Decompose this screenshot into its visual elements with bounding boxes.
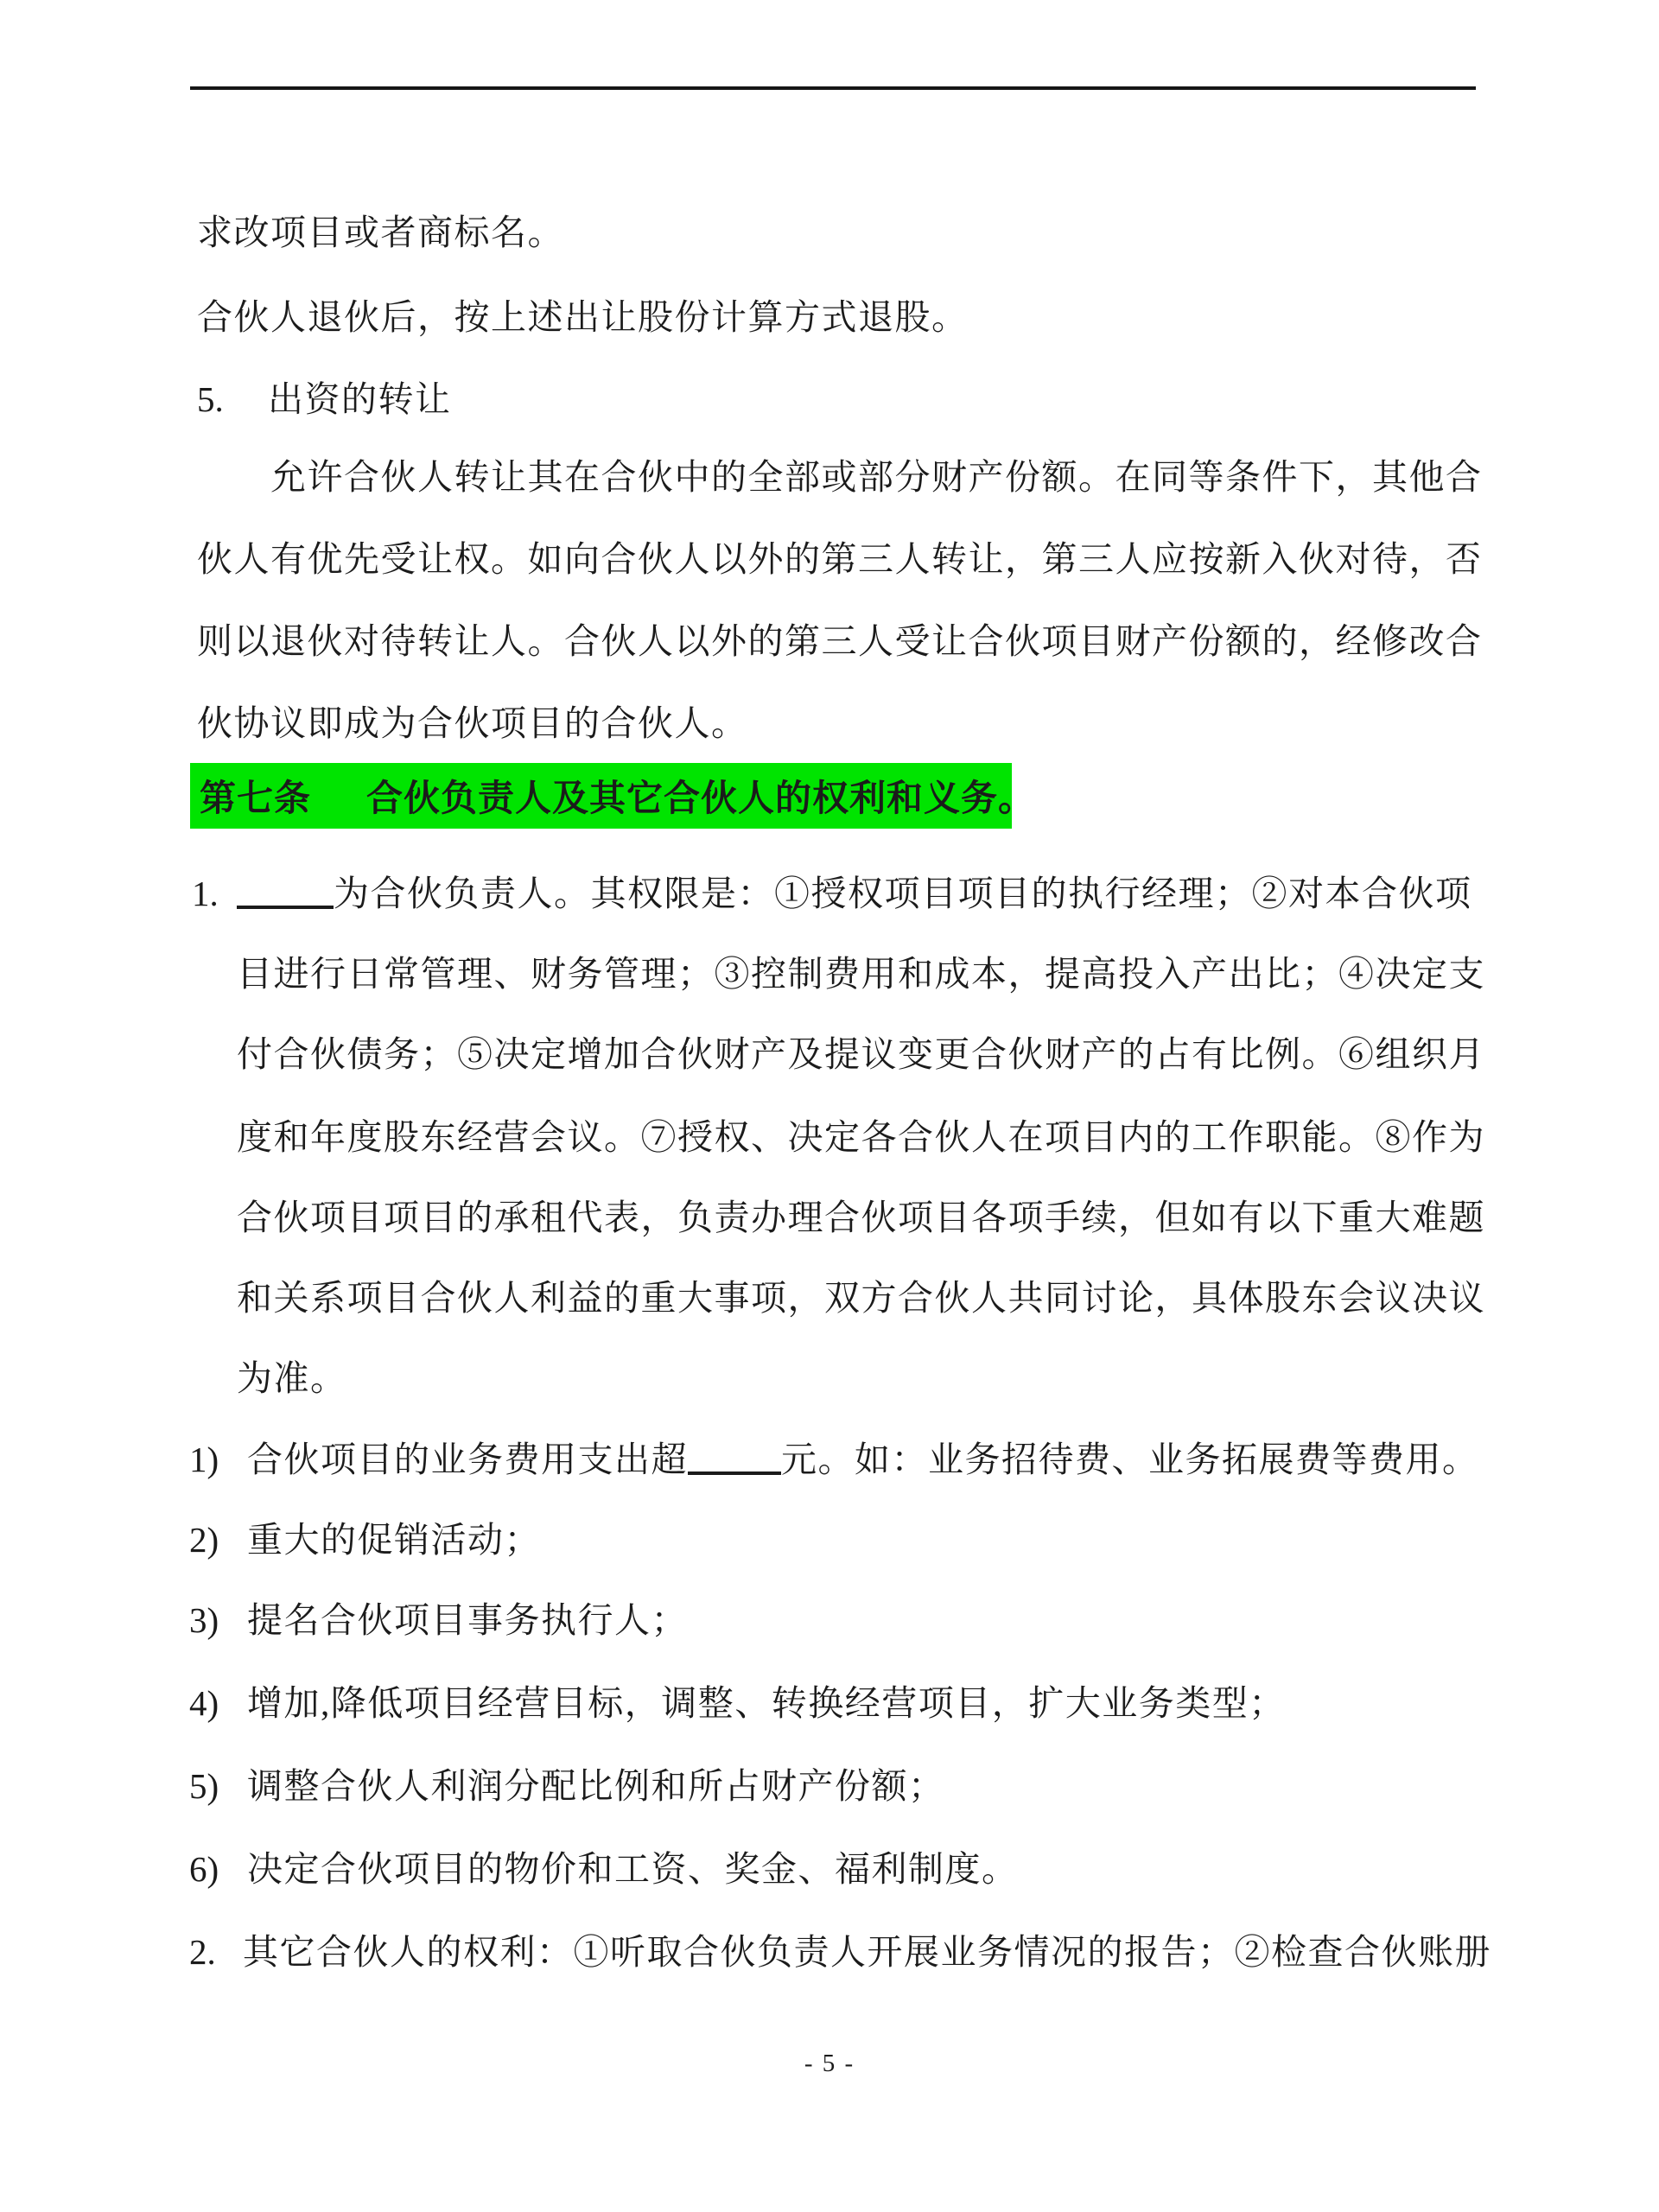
list-number: 4) bbox=[189, 1683, 219, 1723]
list-number: 2) bbox=[189, 1520, 219, 1560]
paragraph-line: 度和年度股东经营会议。⑦授权、决定各合伙人在项目内的工作职能。⑧作为 bbox=[237, 1117, 1485, 1157]
list-text: 为合伙负责人。其权限是：①授权项目项目的执行经理；②对本合伙项 bbox=[334, 874, 1472, 913]
paragraph-line: 则以退伙对待转让人。合伙人以外的第三人受让合伙项目财产份额的，经修改合 bbox=[197, 621, 1483, 661]
paragraph-line: 求改项目或者商标名。 bbox=[197, 213, 564, 252]
list-item-line bbox=[192, 873, 1472, 915]
list-item-line bbox=[189, 1931, 1491, 1974]
blank-underline bbox=[237, 899, 334, 909]
list-text: 增加,降低项目经营目标，调整、转换经营项目，扩大业务类型； bbox=[247, 1683, 1286, 1723]
section-heading bbox=[190, 763, 1036, 829]
list-text: 出资的转让 bbox=[268, 379, 452, 419]
section-heading-text: 合伙负责人及其它合伙人的权利和义务。 bbox=[366, 779, 1036, 819]
list-text: 合伙项目的业务费用支出超 bbox=[247, 1440, 688, 1479]
header-rule bbox=[190, 86, 1476, 90]
paragraph-line: 合伙项目项目的承租代表，负责办理合伙项目各项手续，但如有以下重大难题 bbox=[237, 1198, 1485, 1237]
section-heading-number: 第七条 bbox=[200, 779, 312, 819]
paragraph-line: 和关系项目合伙人利益的重大事项，双方合伙人共同讨论，具体股东会议决议 bbox=[237, 1278, 1485, 1318]
blank-underline bbox=[688, 1465, 781, 1475]
list-number: 6) bbox=[189, 1849, 219, 1889]
page-number: - 5 - bbox=[804, 2050, 855, 2077]
paragraph-line: 允许合伙人转让其在合伙中的全部或部分财产份额。在同等条件下，其他合 bbox=[270, 457, 1483, 497]
list-item-line bbox=[189, 1519, 541, 1561]
list-number: 1) bbox=[189, 1440, 219, 1479]
list-number: 2. bbox=[189, 1932, 216, 1972]
paragraph-line: 伙协议即成为合伙项目的合伙人。 bbox=[197, 703, 748, 743]
list-number: 5. bbox=[197, 379, 224, 419]
paragraph-line: 付合伙债务；⑤决定增加合伙财产及提议变更合伙财产的占有比例。⑥组织月 bbox=[237, 1034, 1485, 1074]
paragraph-line: 目进行日常管理、财务管理；③控制费用和成本，提高投入产出比；④决定支 bbox=[237, 954, 1485, 994]
list-item-line bbox=[189, 1439, 1479, 1481]
list-number: 5) bbox=[189, 1766, 219, 1806]
list-number: 1. bbox=[192, 874, 219, 913]
list-text: 调整合伙人利润分配比例和所占财产份额； bbox=[247, 1766, 945, 1806]
paragraph-line: 为准。 bbox=[237, 1358, 347, 1398]
paragraph-line: 合伙人退伙后，按上述出让股份计算方式退股。 bbox=[197, 297, 969, 337]
paragraph-line: 伙人有优先受让权。如向合伙人以外的第三人转让，第三人应按新入伙对待，否 bbox=[197, 539, 1483, 579]
list-number: 3) bbox=[189, 1600, 219, 1640]
numbered-heading-line bbox=[197, 378, 452, 421]
list-text: 重大的促销活动； bbox=[247, 1520, 541, 1560]
list-text: 提名合伙项目事务执行人； bbox=[247, 1600, 688, 1640]
list-item-line bbox=[189, 1765, 945, 1808]
list-item-line bbox=[189, 1848, 1019, 1891]
list-text: 其它合伙人的权利：①听取合伙负责人开展业务情况的报告；②检查合伙账册 bbox=[243, 1932, 1491, 1972]
list-item-line bbox=[189, 1599, 688, 1642]
list-text: 元。如：业务招待费、业务拓展费等费用。 bbox=[781, 1440, 1479, 1479]
list-text: 决定合伙项目的物价和工资、奖金、福利制度。 bbox=[247, 1849, 1019, 1889]
list-item-line bbox=[189, 1682, 1286, 1725]
